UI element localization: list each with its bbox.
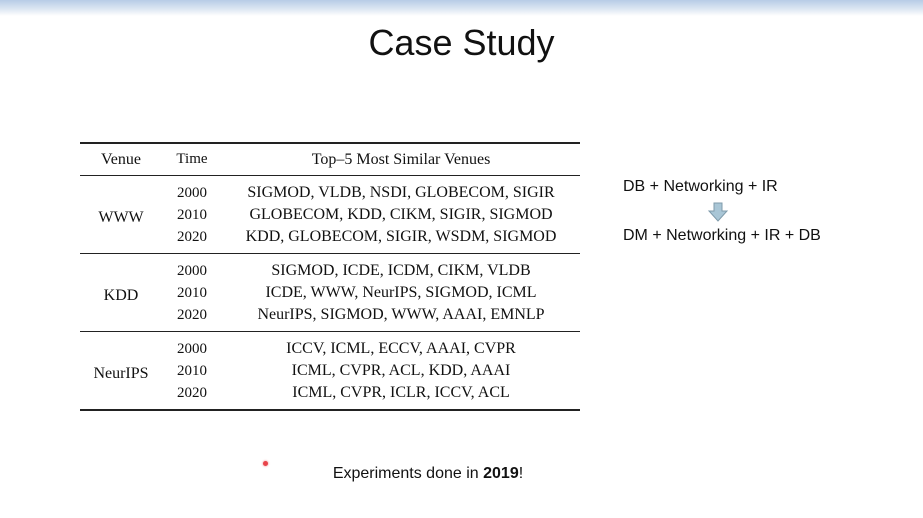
similar-venues-cell: NeurIPS, SIGMOD, WWW, AAAI, EMNLP — [257, 306, 545, 323]
table-header-row — [80, 143, 580, 176]
slide-title: Case Study — [368, 22, 555, 63]
down-arrow-icon — [707, 202, 729, 222]
laser-pointer-dot — [263, 461, 268, 466]
time-cell: 2020 — [177, 306, 207, 323]
time-cell: 2020 — [177, 228, 207, 245]
topics-before-text: DB + Networking + IR — [623, 178, 778, 195]
table-group-www — [80, 176, 580, 254]
topics-after-text: DM + Networking + IR + DB — [623, 227, 821, 244]
venue-cell: NeurIPS — [93, 364, 149, 382]
similar-venues-table — [80, 142, 580, 411]
experiments-note-suffix: ! — [518, 465, 524, 482]
experiments-note-year: 2019 — [483, 465, 519, 482]
time-cell: 2010 — [177, 206, 207, 223]
window-top-bar — [0, 0, 923, 16]
similar-venues-cell: SIGMOD, VLDB, NSDI, GLOBECOM, SIGIR — [247, 184, 555, 201]
table-group-neurips — [80, 332, 580, 411]
time-cell: 2010 — [177, 362, 207, 379]
experiments-note-prefix: Experiments done in — [332, 465, 484, 482]
time-cell: 2010 — [177, 284, 207, 301]
time-cell: 2000 — [177, 262, 207, 279]
similar-venues-cell: KDD, GLOBECOM, SIGIR, WSDM, SIGMOD — [245, 228, 557, 245]
table-row — [80, 254, 580, 283]
similar-venues-cell: ICML, CVPR, ICLR, ICCV, ACL — [292, 384, 510, 401]
similar-venues-table-container — [80, 142, 580, 411]
venue-cell: KDD — [103, 286, 139, 304]
table-row — [80, 176, 580, 205]
similar-venues-cell: ICCV, ICML, ECCV, AAAI, CVPR — [286, 340, 516, 357]
venue-cell: WWW — [98, 208, 144, 226]
time-cell: 2000 — [177, 340, 207, 357]
similar-venues-cell: GLOBECOM, KDD, CIKM, SIGIR, SIGMOD — [249, 206, 553, 223]
header-venue: Venue — [101, 150, 141, 168]
time-cell: 2020 — [177, 384, 207, 401]
similar-venues-cell: ICML, CVPR, ACL, KDD, AAAI — [291, 362, 511, 379]
table-group-kdd — [80, 254, 580, 332]
experiments-note — [0, 465, 856, 483]
similar-venues-cell: ICDE, WWW, NeurIPS, SIGMOD, ICML — [265, 284, 537, 301]
similar-venues-cell: SIGMOD, ICDE, ICDM, CIKM, VLDB — [271, 262, 531, 279]
header-time: Time — [176, 151, 208, 167]
time-cell: 2000 — [177, 184, 207, 201]
header-similar-venues: Top–5 Most Similar Venues — [311, 150, 491, 168]
table-row — [80, 332, 580, 361]
